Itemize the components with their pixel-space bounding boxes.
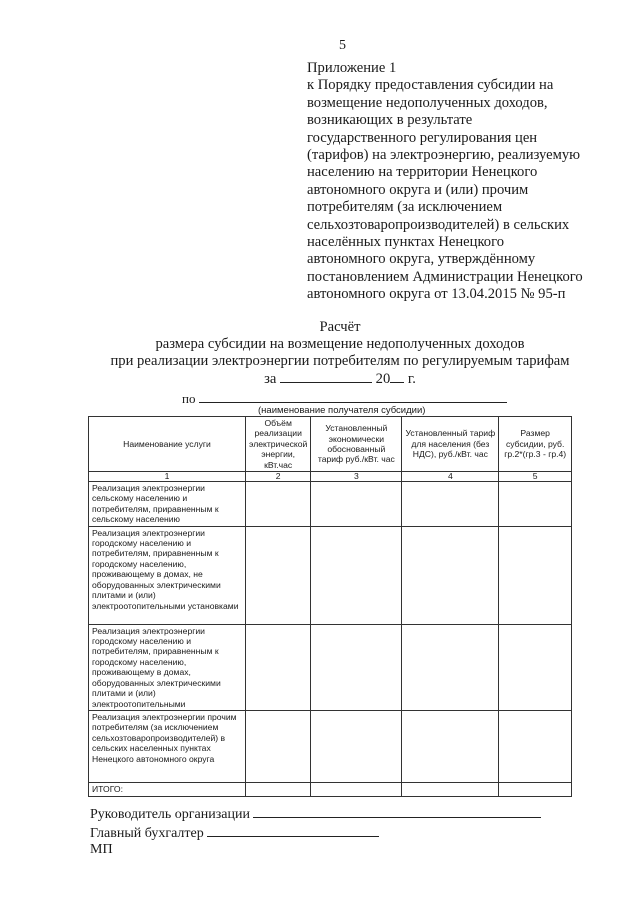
total-label: ИТОГО:	[89, 782, 246, 796]
total-population-tariff-cell[interactable]	[402, 782, 499, 796]
header-population-tariff: Установленный тариф для населения (без НДС), руб./кВт. час	[402, 417, 499, 472]
row-population-tariff-cell[interactable]	[402, 710, 499, 782]
column-numbers-row	[89, 472, 572, 482]
table-row	[89, 710, 572, 782]
row-service-name: Реализация электроэнергии городскому населению и потребителям, приравненным к городскому населению, проживающему в домах, оборудованных электрическими плитами и (или) электроотопительными	[89, 624, 246, 710]
year-suffix: г.	[407, 371, 416, 387]
table-row	[89, 624, 572, 710]
head-signature-field[interactable]	[253, 805, 541, 818]
total-row	[89, 782, 572, 796]
row-subsidy-cell[interactable]	[499, 710, 572, 782]
head-signature-line	[90, 805, 541, 823]
column-number: 2	[246, 472, 311, 482]
row-population-tariff-cell[interactable]	[402, 526, 499, 624]
appendix-line: (тарифов) на электроэнергию, реализуемую	[307, 147, 581, 164]
appendix-line: населению на территории Ненецкого	[307, 164, 538, 181]
row-subsidy-cell[interactable]	[499, 624, 572, 710]
row-volume-cell[interactable]	[246, 526, 311, 624]
page-number: 5	[339, 38, 346, 53]
total-volume-cell[interactable]	[246, 782, 311, 796]
header-subsidy-amount: Размер субсидии, руб. гр.2*(гр.3 - гр.4)	[499, 417, 572, 472]
period-prefix: за	[264, 371, 277, 387]
accountant-signature-field[interactable]	[207, 824, 379, 837]
year-prefix: 20	[375, 371, 391, 387]
year-field[interactable]	[390, 370, 404, 383]
row-population-tariff-cell[interactable]	[402, 624, 499, 710]
table-header-row	[89, 417, 572, 472]
row-economic-tariff-cell[interactable]	[311, 710, 402, 782]
row-economic-tariff-cell[interactable]	[311, 624, 402, 710]
appendix-line: сельхозтоваропроизводителей) в сельских	[307, 216, 570, 233]
recipient-prefix: по	[182, 391, 196, 406]
column-number: 3	[311, 472, 402, 482]
document-heading	[60, 319, 620, 388]
header-volume: Объём реализации электрической энергии, кВт.час	[246, 417, 311, 472]
row-subsidy-cell[interactable]	[499, 526, 572, 624]
recipient-caption: (наименование получателя субсидии)	[258, 405, 426, 416]
appendix-line: автономного округа и (или) прочим	[307, 181, 529, 198]
header-service-name: Наименование услуги	[89, 417, 246, 472]
appendix-line: Приложение 1	[307, 60, 397, 76]
column-number: 5	[499, 472, 572, 482]
appendix-line: потребителям (за исключением	[307, 199, 503, 216]
period-line	[60, 370, 620, 388]
column-number: 1	[89, 472, 246, 482]
appendix-line: населённых пунктах Ненецкого	[307, 234, 505, 251]
table-row	[89, 526, 572, 624]
total-subsidy-cell[interactable]	[499, 782, 572, 796]
appendix-line: возникающих в результате	[307, 112, 473, 129]
appendix-block	[307, 60, 627, 304]
appendix-line: постановлением Администрации Ненецкого	[307, 268, 583, 285]
row-service-name: Реализация электроэнергии сельскому населению и потребителям, приравненным к сельскому населению	[89, 482, 246, 527]
appendix-line: автономного округа, утверждённому	[307, 251, 536, 268]
stamp-label: МП	[90, 842, 113, 857]
document-title: Расчёт	[319, 319, 361, 335]
row-economic-tariff-cell[interactable]	[311, 482, 402, 527]
head-label: Руководитель организации	[90, 807, 250, 822]
subsidy-table	[88, 416, 572, 797]
accountant-signature-line	[90, 824, 379, 842]
column-number: 4	[402, 472, 499, 482]
appendix-line: к Порядку предоставления субсидии на	[307, 77, 554, 94]
row-volume-cell[interactable]	[246, 624, 311, 710]
row-service-name: Реализация электроэнергии прочим потребителям (за исключением сельхозтоваропроизводителей) в сельских населенных пунктах Ненецкого автономного округа	[89, 710, 246, 782]
appendix-line: автономного округа от 13.04.2015 № 95-п	[307, 286, 566, 303]
row-subsidy-cell[interactable]	[499, 482, 572, 527]
recipient-field[interactable]	[199, 390, 507, 403]
accountant-label: Главный бухгалтер	[90, 826, 204, 841]
header-economic-tariff: Установленный экономически обоснованный тариф руб./кВт. час	[311, 417, 402, 472]
row-volume-cell[interactable]	[246, 710, 311, 782]
period-field[interactable]	[280, 370, 372, 383]
row-service-name: Реализация электроэнергии городскому населению и потребителям, приравненным к городскому населению, проживающему в домах, не оборудованных электрическими плитами и (или) электроотопительными установками	[89, 526, 246, 624]
heading-line-2: при реализации электроэнергии потребителям по регулируемым тарифам	[110, 353, 570, 369]
heading-line-1: размера субсидии на возмещение недополученных доходов	[155, 336, 525, 352]
table-row	[89, 482, 572, 527]
total-economic-tariff-cell[interactable]	[311, 782, 402, 796]
row-economic-tariff-cell[interactable]	[311, 526, 402, 624]
row-population-tariff-cell[interactable]	[402, 482, 499, 527]
appendix-line: государственного регулирования цен	[307, 129, 538, 146]
row-volume-cell[interactable]	[246, 482, 311, 527]
appendix-line: возмещение недополученных доходов,	[307, 94, 548, 111]
